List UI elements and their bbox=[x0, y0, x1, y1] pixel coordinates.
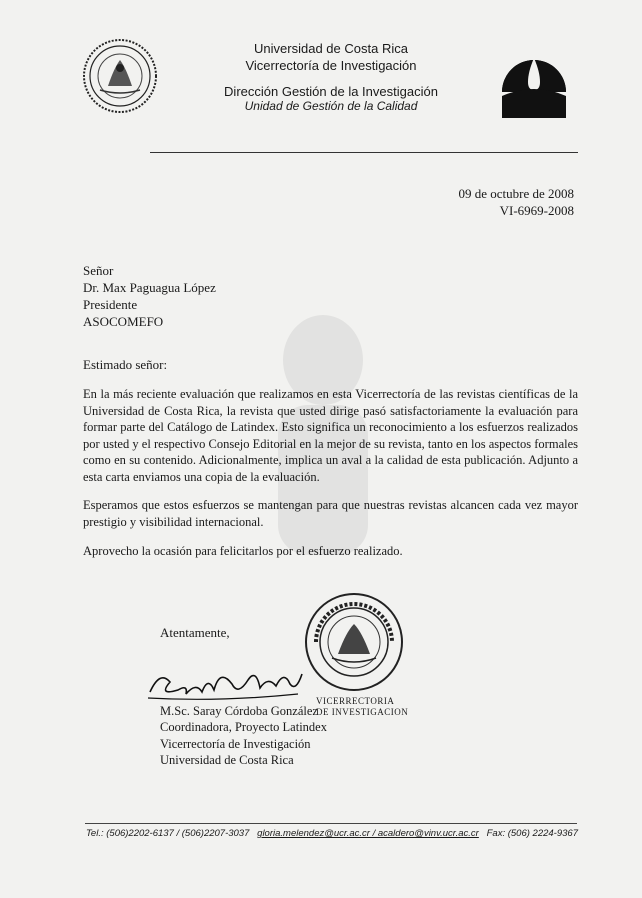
letterhead bbox=[200, 40, 462, 113]
direccion-name: Dirección Gestión de la Investigación bbox=[224, 84, 438, 99]
signatory-office: Vicerrectoría de Investigación bbox=[160, 736, 311, 751]
footer-phone: Tel.: (506)2202-6137 / (506)2207-3037 bbox=[86, 828, 250, 839]
footer-fax: Fax: (506) 2224-9367 bbox=[486, 828, 578, 839]
university-name: Universidad de Costa Rica bbox=[254, 41, 408, 56]
greeting: Estimado señor: bbox=[83, 357, 168, 372]
recipient-salutation: Señor bbox=[83, 263, 114, 278]
stamp-label bbox=[316, 696, 408, 718]
paragraph-congrats: Aprovecho la ocasión para felicitarlos por el esfuerzo realizado. bbox=[83, 544, 403, 558]
signatory-role: Coordinadora, Proyecto Latindex bbox=[160, 720, 327, 735]
reference-number: VI-6969-2008 bbox=[499, 203, 574, 218]
signature-block bbox=[160, 703, 327, 769]
footer-divider bbox=[85, 823, 577, 824]
paragraph-evaluation: En la más reciente evaluación que realizamos en esta Vicerrectoría de las revistas científicas de la Universidad de Costa Rica, la revista que usted dirige pasó satisfactoriamente la evaluación para formar parte del Catálogo de Latindex. Esto significa un reconocimiento a los esfuerzos realizados por usted y el respectivo Consejo Editorial en la mejor de su revista, tanto en los aspectos formales como en su contenido. Adicionalmente, implica un aval a la calidad de esta publicación. Adjunto a esta carta enviamos una copia de la evaluación. bbox=[83, 387, 578, 484]
header-divider bbox=[150, 152, 578, 153]
date-block bbox=[458, 185, 574, 219]
footer-emails[interactable]: gloria.melendez@ucr.ac.cr / acaldero@vinv.ucr.ac.cr bbox=[257, 828, 479, 839]
signatory-name: M.Sc. Saray Córdoba González bbox=[160, 704, 318, 718]
letter-date: 09 de octubre de 2008 bbox=[458, 186, 574, 201]
recipient-organization: ASOCOMEFO bbox=[83, 314, 164, 329]
vicerrectoria-name: Vicerrectoría de Investigación bbox=[245, 58, 417, 73]
university-seal-icon bbox=[82, 38, 158, 114]
signatory-institution: Universidad de Costa Rica bbox=[160, 753, 294, 768]
vicerrectoria-logo-icon bbox=[498, 52, 570, 122]
handwritten-signature bbox=[140, 662, 310, 704]
recipient-address bbox=[83, 262, 216, 330]
unidad-name: Unidad de Gestión de la Calidad bbox=[244, 99, 418, 113]
official-stamp-icon bbox=[302, 590, 406, 694]
recipient-name: Dr. Max Paguagua López bbox=[83, 280, 216, 295]
stamp-line1: VICERRECTORIA bbox=[316, 696, 395, 706]
paragraph-hope: Esperamos que estos esfuerzos se mantengan para que nuestras revistas alcancen cada vez mayor prestigio y visibilidad internacional. bbox=[83, 498, 578, 529]
footer bbox=[86, 828, 578, 839]
recipient-title: Presidente bbox=[83, 297, 138, 312]
closing: Atentamente, bbox=[160, 625, 230, 640]
stamp-line2: DE INVESTIGACION bbox=[316, 707, 409, 717]
